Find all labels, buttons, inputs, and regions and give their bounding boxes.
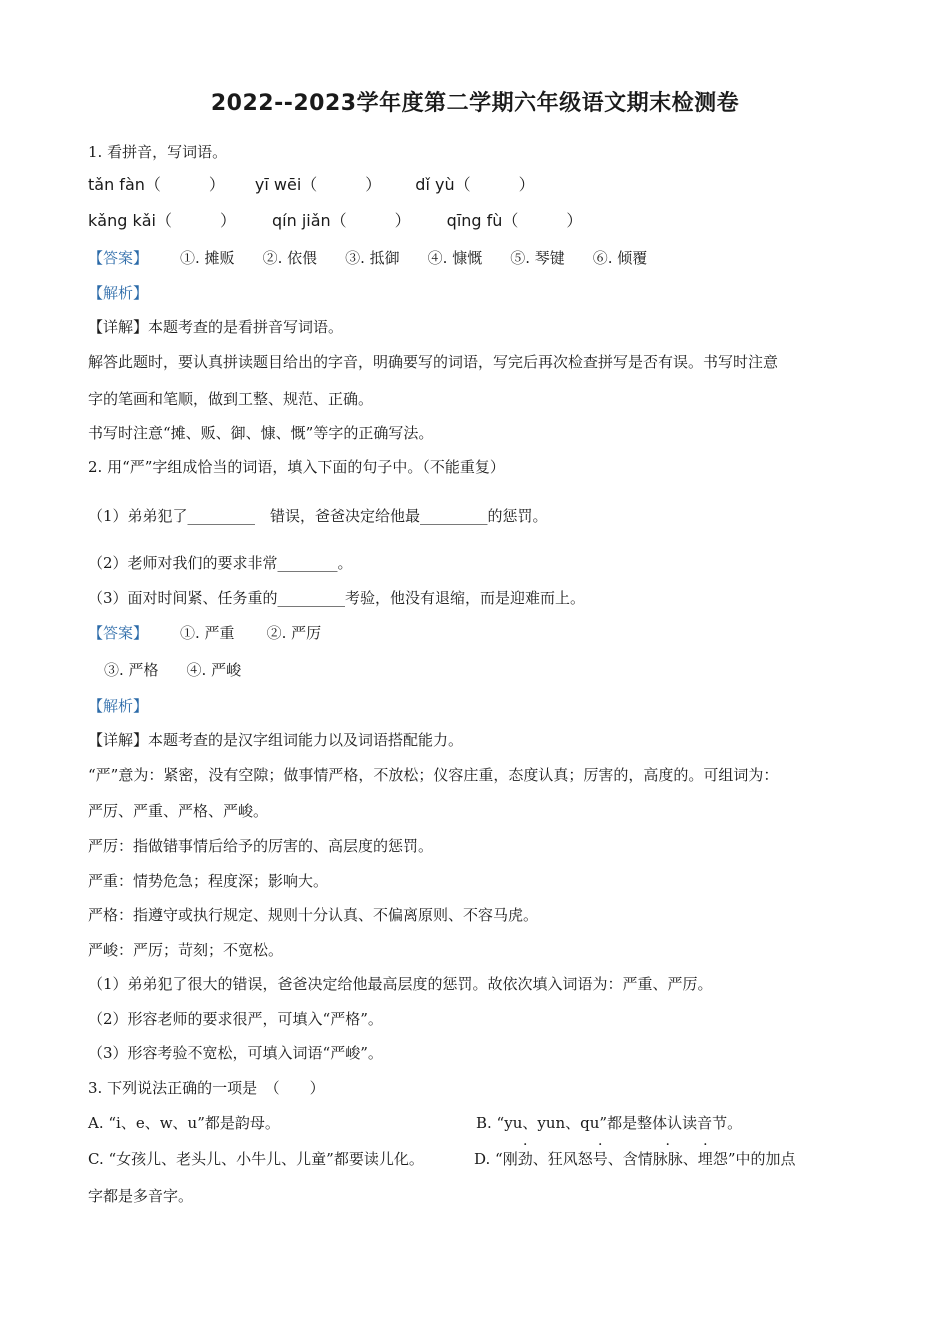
- q2-answer-row-2: [104, 660, 241, 680]
- answer-item: ③. 抵御: [345, 249, 400, 267]
- q2-sentence-1: （1）弟弟犯了_________ 错误，爸爸决定给他最_________的惩罚。: [88, 507, 548, 525]
- answer-item: ①. 严重: [180, 624, 235, 642]
- answer-item: ②. 严厉: [266, 624, 322, 642]
- answer-item: ④. 严峻: [186, 661, 242, 679]
- answer-item: ①. 摊贩: [180, 249, 235, 267]
- answer-item: ②. 依偎: [262, 249, 318, 267]
- dotted-character: 劲: [517, 1150, 533, 1168]
- q2-explanation-3: 严重：情势危急；程度深；影响大。: [88, 872, 329, 890]
- q2-explanation-2: 严厉：指做错事情后给予的厉害的、高层度的惩罚。: [88, 837, 434, 855]
- q2-analysis-tag: 【解析】: [88, 697, 149, 715]
- pinyin-item: yī wēi（ ）: [254, 175, 382, 194]
- answer-tag: 【答案】: [88, 624, 149, 642]
- q2-explanation-8: （3）形容考验不宽松，可填入词语“严峻”。: [88, 1044, 383, 1062]
- answer-item: ④. 慷慨: [427, 249, 483, 267]
- q3-option-c: C. “女孩儿、老头儿、小牛儿、儿童”都要读儿化。: [88, 1150, 424, 1168]
- q2-answer-row-1: [88, 623, 321, 643]
- answer-item: ⑤. 琴键: [510, 249, 565, 267]
- q2-stem: 2. 用“严”字组成恰当的词语，填入下面的句子中。（不能重复）: [88, 458, 505, 476]
- q2-explanation-4: 严格：指遵守或执行规定、规则十分认真、不偏离原则、不容马虎。: [88, 906, 539, 924]
- pinyin-item: tǎn fàn（ ）: [88, 175, 225, 194]
- q3-stem: 3. 下列说法正确的一项是 （ ）: [88, 1079, 325, 1097]
- q3-option-d: [474, 1149, 795, 1169]
- answer-item: ⑥. 倾覆: [592, 249, 648, 267]
- q3-option-d-continued: 字都是多音字。: [88, 1187, 194, 1205]
- pinyin-item: qín jiǎn（ ）: [271, 211, 411, 230]
- q1-pinyin-row-1: [88, 175, 535, 195]
- pinyin-item: qīng fù（ ）: [446, 211, 583, 230]
- q1-explanation-2: 书写时注意“摊、贩、御、慷、慨”等字的正确写法。: [88, 424, 434, 442]
- option-d-text: 怨”中的加点: [712, 1150, 796, 1168]
- dotted-character: 脉脉: [652, 1150, 683, 1168]
- q2-explanation-7: （2）形容老师的要求很严，可填入“严格”。: [88, 1010, 383, 1028]
- q2-detail: 【详解】本题考查的是汉字组词能力以及词语搭配能力。: [88, 731, 464, 749]
- q2-explanation-1b: 严厉、严重、严格、严峻。: [88, 802, 269, 820]
- pinyin-item: dǐ yù（ ）: [415, 175, 535, 194]
- dotted-character: 埋: [697, 1150, 713, 1168]
- pinyin-item: kǎng kǎi（ ）: [88, 211, 236, 230]
- option-d-text: D. “刚: [474, 1150, 518, 1168]
- dotted-character: 号: [592, 1150, 608, 1168]
- q1-explanation-1a: 解答此题时，要认真拼读题目给出的字音，明确要写的词语，写完后再次检查拼写是否有误。书写时注意: [88, 353, 779, 371]
- q2-explanation-5: 严峻：严厉；苛刻；不宽松。: [88, 941, 284, 959]
- q2-explanation-6: （1）弟弟犯了很大的错误，爸爸决定给他最高层度的惩罚。故依次填入词语为：严重、严厉。: [88, 975, 713, 993]
- q1-stem: 1. 看拼音，写词语。: [88, 143, 228, 161]
- option-d-text: 、: [682, 1150, 698, 1168]
- page-title: 2022--2023学年度第二学期六年级语文期末检测卷: [210, 91, 740, 116]
- option-d-text: 、含情: [607, 1150, 653, 1168]
- q2-sentence-3: （3）面对时间紧、任务重的_________考验，他没有退缩，而是迎难而上。: [88, 589, 586, 607]
- q2-sentence-2: （2）老师对我们的要求非常________。: [88, 554, 353, 572]
- q1-answer-row: [88, 248, 647, 268]
- q3-option-a: A. “i、e、w、u”都是韵母。: [88, 1114, 280, 1132]
- q1-explanation-1b: 字的笔画和笔顺，做到工整、规范、正确。: [88, 390, 374, 408]
- q3-option-b: B. “yu、yun、qu”都是整体认读音节。: [476, 1114, 743, 1132]
- q2-explanation-1a: “严”意为：紧密，没有空隙；做事情严格，不放松；仪容庄重，态度认真；厉害的，高度的。可组词为：: [88, 766, 779, 784]
- q1-detail: 【详解】本题考查的是看拼音写词语。: [88, 318, 344, 336]
- option-d-text: 、狂风怒: [532, 1150, 593, 1168]
- answer-tag: 【答案】: [88, 249, 149, 267]
- q1-pinyin-row-2: [88, 211, 582, 231]
- q1-analysis-tag: 【解析】: [88, 284, 149, 302]
- answer-item: ③. 严格: [104, 661, 159, 679]
